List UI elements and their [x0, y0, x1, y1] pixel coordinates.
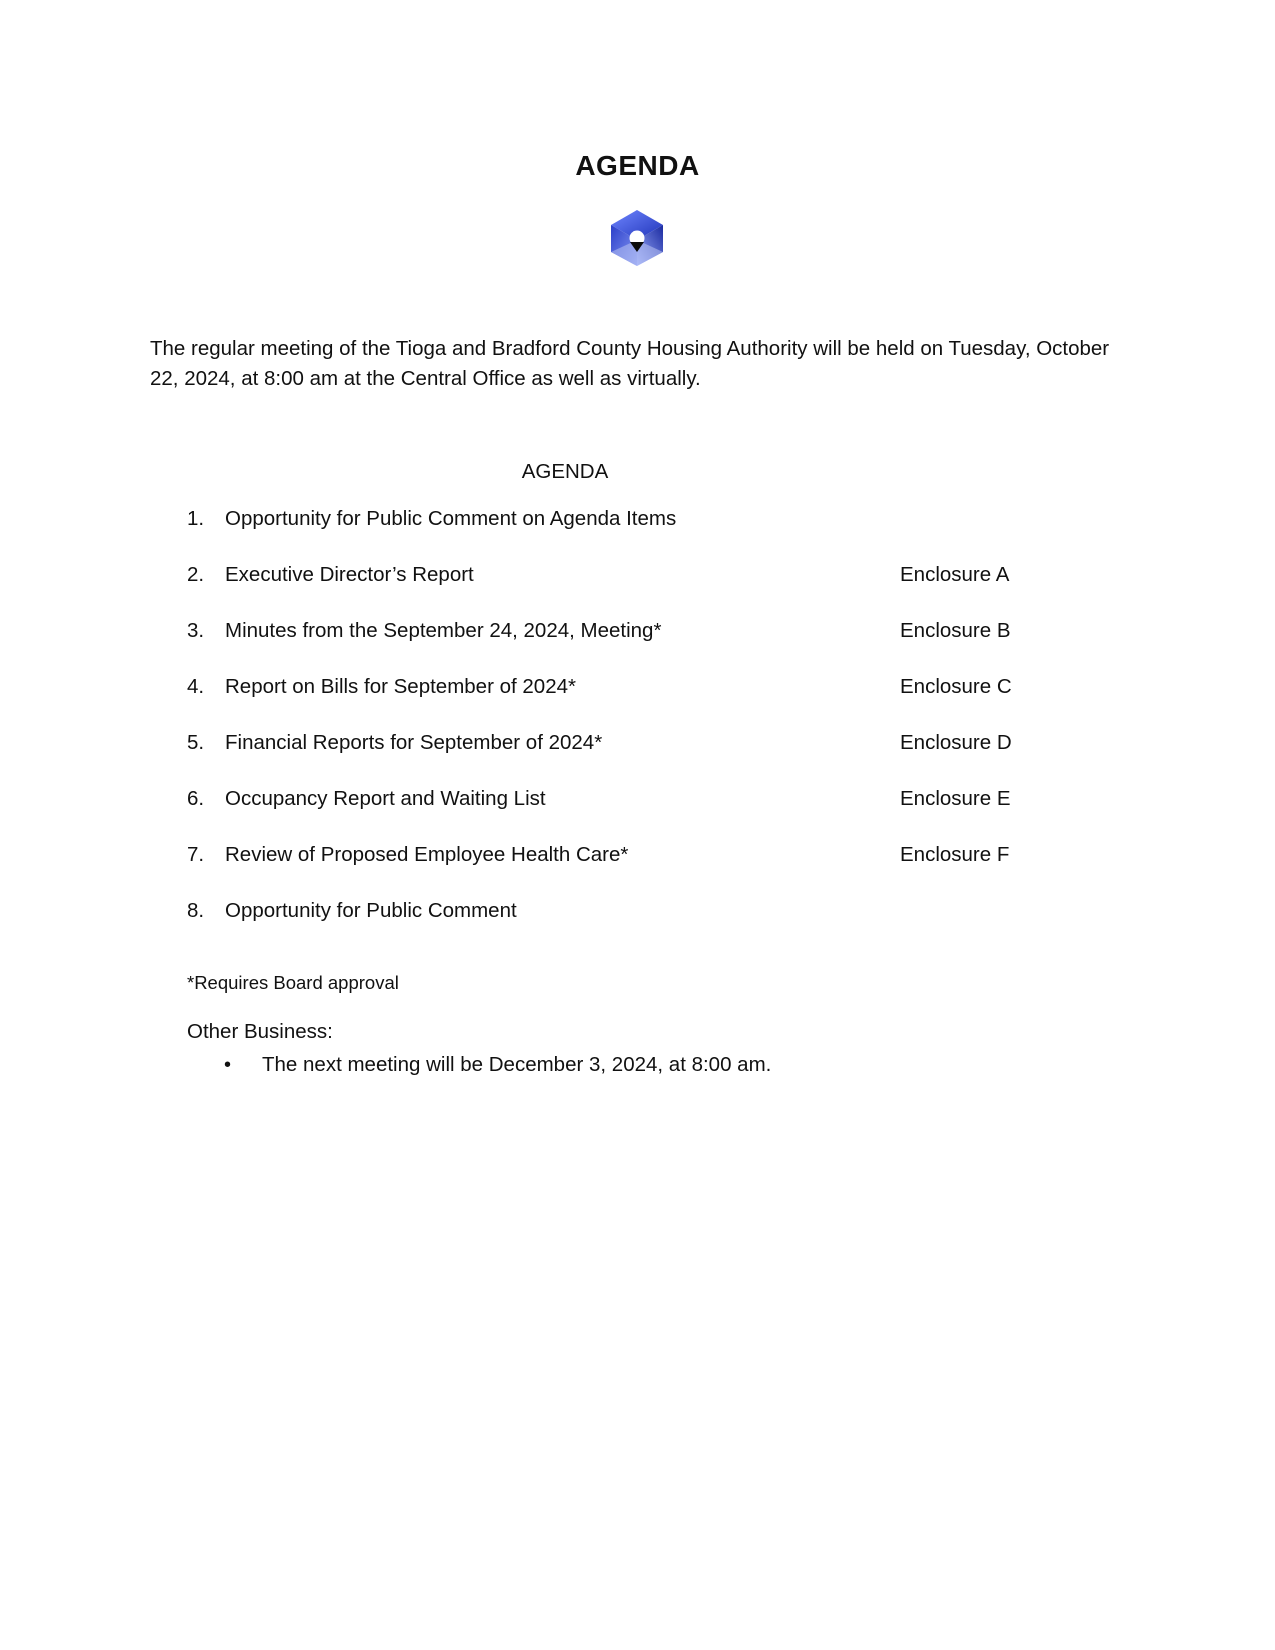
- item-number: 8.: [187, 899, 205, 922]
- item-number: 6.: [187, 787, 205, 810]
- item-text: Occupancy Report and Waiting List: [225, 787, 546, 810]
- meeting-intro-text: The regular meeting of the Tioga and Bradford County Housing Authority will be held on Tuesday, October 22, 2024, at 8:00 am at the Central Office as well as virtually.: [150, 337, 1110, 390]
- agenda-item: [187, 504, 1087, 560]
- housing-authority-logo-icon: [607, 208, 667, 270]
- item-enclosure: Enclosure D: [900, 731, 1012, 754]
- agenda-item: [187, 672, 1087, 728]
- other-business-item-text: The next meeting will be December 3, 2024, at 8:00 am.: [262, 1053, 772, 1076]
- bullet-icon: •: [224, 1054, 232, 1076]
- item-text: Financial Reports for September of 2024*: [225, 731, 603, 754]
- item-text: Minutes from the September 24, 2024, Meeting*: [225, 619, 662, 642]
- agenda-item: [187, 560, 1087, 616]
- item-text: Opportunity for Public Comment on Agenda Items: [225, 507, 677, 530]
- agenda-item: [187, 896, 1087, 952]
- item-enclosure: Enclosure C: [900, 675, 1012, 698]
- agenda-item: [187, 728, 1087, 784]
- item-enclosure: Enclosure B: [900, 619, 1011, 642]
- item-number: 4.: [187, 675, 205, 698]
- item-text: Opportunity for Public Comment: [225, 899, 517, 922]
- item-number: 7.: [187, 843, 205, 866]
- item-enclosure: Enclosure E: [900, 787, 1011, 810]
- board-approval-note: *Requires Board approval: [187, 972, 399, 993]
- page-title: AGENDA: [575, 150, 700, 181]
- item-text: Executive Director’s Report: [225, 563, 474, 586]
- item-enclosure: Enclosure A: [900, 563, 1010, 586]
- item-text: Report on Bills for September of 2024*: [225, 675, 576, 698]
- item-text: Review of Proposed Employee Health Care*: [225, 843, 629, 866]
- agenda-item: [187, 616, 1087, 672]
- agenda-item: [187, 840, 1087, 896]
- agenda-item: [187, 784, 1087, 840]
- agenda-subheading: AGENDA: [521, 460, 609, 483]
- item-number: 5.: [187, 731, 205, 754]
- item-number: 2.: [187, 563, 205, 586]
- agenda-list: [187, 504, 1087, 952]
- other-business-heading: Other Business:: [187, 1020, 333, 1043]
- item-number: 3.: [187, 619, 205, 642]
- item-enclosure: Enclosure F: [900, 843, 1010, 866]
- item-number: 1.: [187, 507, 205, 530]
